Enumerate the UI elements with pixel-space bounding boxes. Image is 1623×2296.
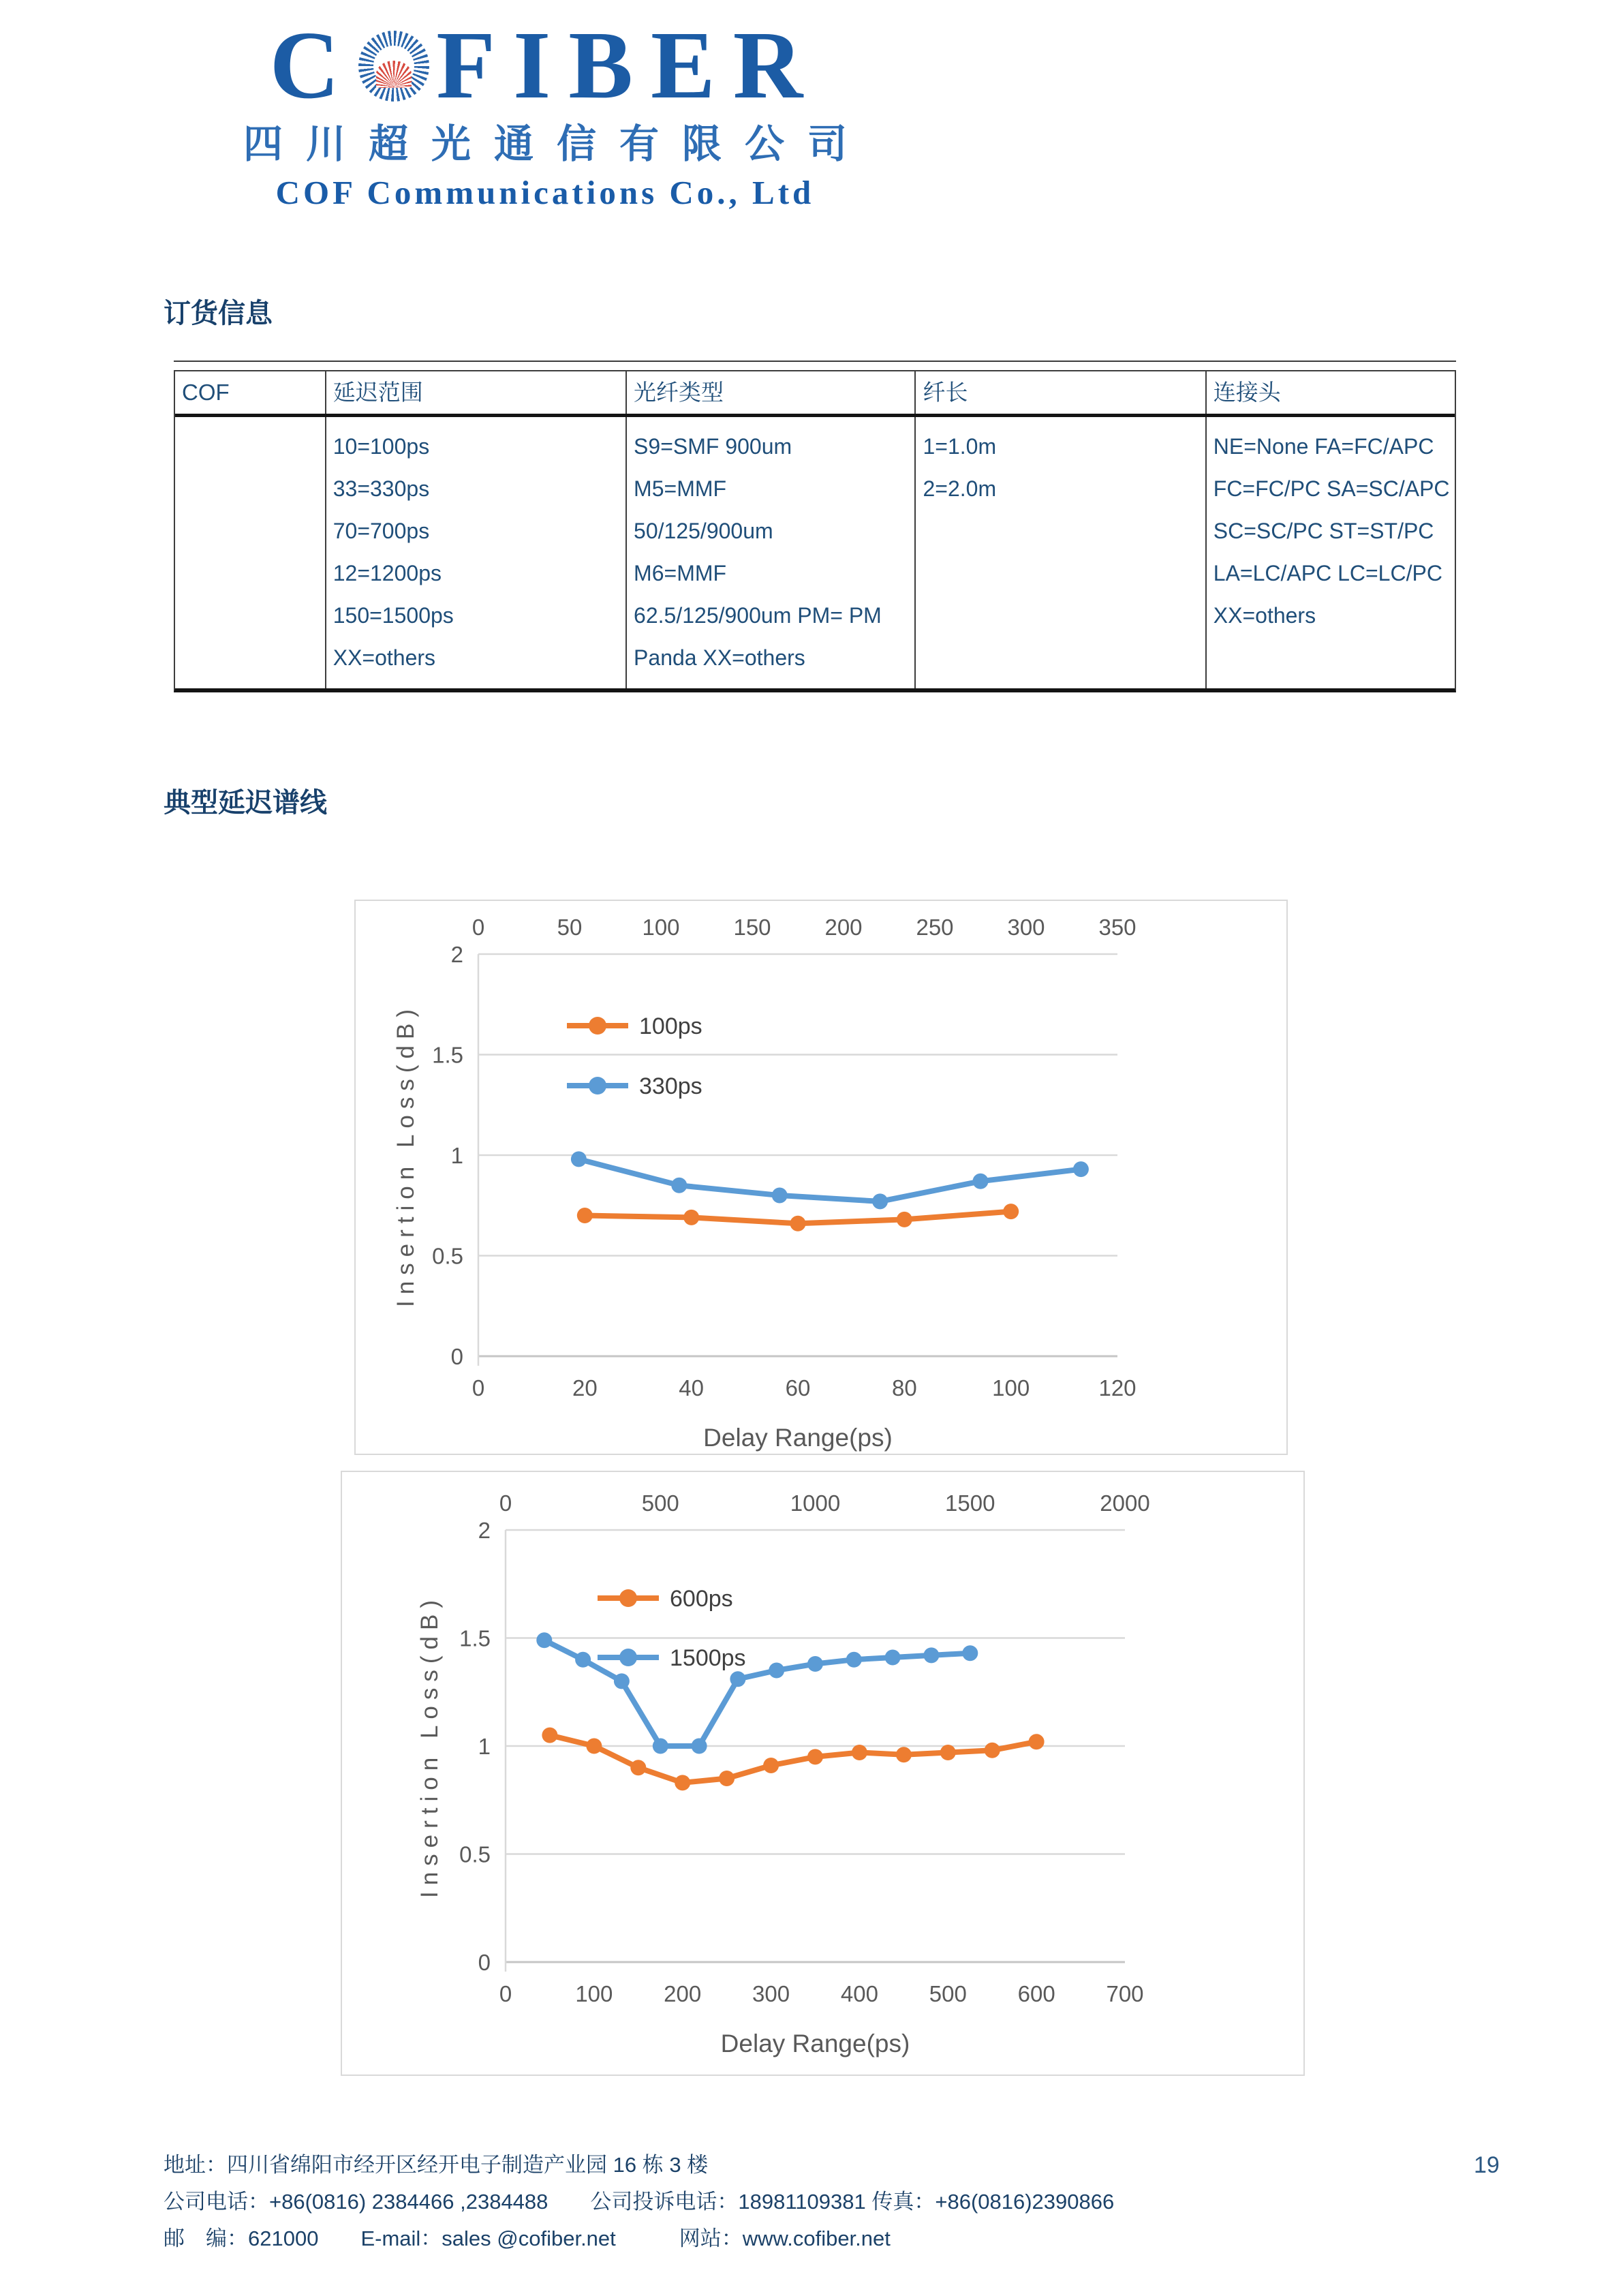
top-axis-ticks xyxy=(499,1490,1150,1516)
data-point xyxy=(1029,1734,1045,1749)
data-point xyxy=(885,1650,901,1666)
order-option: 12=1200ps xyxy=(333,561,442,585)
svg-text:2000: 2000 xyxy=(1100,1490,1150,1516)
order-option: 2=2.0m xyxy=(923,476,997,501)
data-point xyxy=(653,1739,668,1754)
svg-text:0.5: 0.5 xyxy=(432,1243,463,1269)
svg-text:0: 0 xyxy=(450,1344,463,1369)
svg-text:600: 600 xyxy=(1017,1981,1055,2006)
chart2-svg xyxy=(342,1472,1303,2075)
order-option: M5=MMF xyxy=(634,476,727,501)
order-table-header-1: 延迟范围 xyxy=(325,371,625,414)
cofiber-logo xyxy=(198,11,893,212)
order-option: XX=others xyxy=(333,645,436,670)
data-point xyxy=(671,1178,687,1193)
svg-text:250: 250 xyxy=(916,915,954,940)
svg-text:700: 700 xyxy=(1106,1981,1144,2006)
cofiber-sun-shell-icon xyxy=(358,31,429,102)
svg-text:120: 120 xyxy=(1098,1375,1137,1400)
svg-text:2: 2 xyxy=(450,942,463,967)
data-point xyxy=(807,1749,823,1764)
y-axis-title: Insertion Loss(dB) xyxy=(392,1002,419,1308)
data-point xyxy=(985,1743,1000,1758)
footer-address: 地址：四川省绵阳市经开区经开电子制造产业园 16 栋 3 楼 xyxy=(164,2153,709,2177)
delay-chart-600ps-1500ps xyxy=(341,1471,1305,2076)
chart1-svg xyxy=(356,901,1286,1454)
svg-text:500: 500 xyxy=(929,1981,967,2006)
bottom-axis-ticks xyxy=(499,1981,1144,2006)
ordering-table xyxy=(174,370,1456,692)
svg-text:0: 0 xyxy=(478,1950,491,1975)
data-point xyxy=(1073,1161,1089,1177)
data-point xyxy=(630,1760,646,1775)
order-table-cell-0 xyxy=(175,417,325,688)
data-point xyxy=(763,1758,779,1773)
svg-text:0: 0 xyxy=(472,915,485,940)
series-1500ps xyxy=(536,1632,978,1754)
svg-text:200: 200 xyxy=(664,1981,702,2006)
bottom-axis-ticks xyxy=(472,1375,1137,1400)
data-point xyxy=(571,1151,587,1167)
data-point xyxy=(542,1728,557,1743)
svg-text:400: 400 xyxy=(840,1981,878,2006)
legend xyxy=(567,1013,702,1099)
svg-text:100: 100 xyxy=(575,1981,613,2006)
svg-text:50: 50 xyxy=(557,915,583,940)
order-option: FC=FC/PC SA=SC/APC xyxy=(1213,476,1450,501)
svg-text:330ps: 330ps xyxy=(639,1073,702,1099)
svg-text:2: 2 xyxy=(478,1518,491,1543)
svg-text:80: 80 xyxy=(891,1375,917,1400)
svg-text:1: 1 xyxy=(450,1143,463,1168)
svg-text:60: 60 xyxy=(785,1375,811,1400)
legend-item-600ps xyxy=(598,1586,733,1612)
data-point xyxy=(719,1771,735,1786)
order-option: NE=None FA=FC/APC xyxy=(1213,434,1434,459)
data-point xyxy=(872,1193,888,1209)
legend-item-1500ps xyxy=(598,1645,746,1671)
order-table-cell-4 xyxy=(1205,417,1455,688)
shell-rays xyxy=(376,61,412,88)
svg-text:150: 150 xyxy=(733,915,771,940)
top-axis-ticks xyxy=(472,915,1137,940)
svg-text:0: 0 xyxy=(499,1490,512,1516)
order-table-cell-2 xyxy=(625,417,914,688)
svg-text:1500: 1500 xyxy=(945,1490,995,1516)
svg-text:1: 1 xyxy=(478,1734,491,1759)
data-point xyxy=(852,1745,867,1760)
order-option: 70=700ps xyxy=(333,519,430,543)
y-axis-title: Insertion Loss(dB) xyxy=(416,1593,443,1899)
data-point xyxy=(962,1645,978,1661)
svg-text:1.5: 1.5 xyxy=(432,1042,463,1068)
ordering-info-heading: 订货信息 xyxy=(164,299,273,328)
order-table-header-4: 连接头 xyxy=(1205,371,1455,414)
data-point xyxy=(692,1739,707,1754)
svg-text:20: 20 xyxy=(572,1375,598,1400)
order-option: XX=others xyxy=(1213,603,1316,628)
legend-item-330ps xyxy=(567,1073,702,1099)
brand-letters-fiber: FIBER xyxy=(436,11,821,119)
order-table-cell-1 xyxy=(325,417,625,688)
order-table-header-0: COF xyxy=(182,380,230,405)
data-point xyxy=(730,1671,745,1687)
order-option: Panda XX=others xyxy=(634,645,805,670)
data-point xyxy=(923,1647,939,1663)
svg-text:350: 350 xyxy=(1098,915,1137,940)
data-point xyxy=(897,1212,912,1227)
series-600ps xyxy=(542,1728,1044,1791)
series-330ps xyxy=(571,1151,1089,1209)
data-point xyxy=(807,1656,823,1672)
y-axis-ticks xyxy=(432,942,463,1369)
svg-text:100ps: 100ps xyxy=(639,1013,702,1039)
data-point xyxy=(973,1174,989,1189)
svg-text:0: 0 xyxy=(499,1981,512,2006)
svg-text:1000: 1000 xyxy=(790,1490,841,1516)
page-footer xyxy=(164,2147,1459,2257)
table-top-rule xyxy=(174,361,1456,362)
x-axis-title: Delay Range(ps) xyxy=(720,2030,910,2057)
data-point xyxy=(675,1775,690,1790)
svg-text:600ps: 600ps xyxy=(670,1586,733,1612)
svg-text:1.5: 1.5 xyxy=(459,1625,491,1651)
data-point xyxy=(586,1739,602,1754)
data-point xyxy=(846,1652,862,1668)
page-number: 19 xyxy=(1474,2152,1500,2178)
footer-postal-email-web: 邮 编：621000 E-mail：sales @cofiber.net 网站：www.cofiber.net xyxy=(164,2226,891,2250)
delay-chart-100ps-330ps xyxy=(354,900,1288,1455)
order-option: 1=1.0m xyxy=(923,434,997,459)
svg-text:100: 100 xyxy=(642,915,680,940)
order-option: 50/125/900um xyxy=(634,519,773,543)
order-table-cell-3 xyxy=(914,417,1205,688)
svg-text:300: 300 xyxy=(1007,915,1045,940)
series-100ps xyxy=(577,1204,1019,1231)
order-table-header-2: 光纤类型 xyxy=(625,371,914,414)
brand-letter-c: C xyxy=(269,11,358,119)
order-option: 33=330ps xyxy=(333,476,430,501)
order-option: LA=LC/APC LC=LC/PC xyxy=(1213,561,1442,585)
svg-text:40: 40 xyxy=(679,1375,705,1400)
svg-text:0.5: 0.5 xyxy=(459,1841,491,1867)
data-point xyxy=(772,1188,788,1204)
data-point xyxy=(683,1210,699,1225)
typical-delay-curves-heading: 典型延迟谱线 xyxy=(164,788,327,818)
company-name-english: COF Communications Co., Ltd xyxy=(275,174,815,211)
order-option: 10=100ps xyxy=(333,434,430,459)
data-point xyxy=(896,1747,912,1762)
brand-wordmark xyxy=(198,11,893,119)
data-point xyxy=(940,1745,956,1760)
order-option: S9=SMF 900um xyxy=(634,434,792,459)
data-point xyxy=(769,1663,784,1679)
data-point xyxy=(614,1673,630,1689)
order-option: 62.5/125/900um PM= PM xyxy=(634,603,882,628)
footer-phones: 公司电话：+86(0816) 2384466 ,2384488 公司投诉电话：18981109381 传真：+86(0816)2390866 xyxy=(164,2190,1115,2214)
y-axis-ticks xyxy=(459,1518,491,1975)
data-point xyxy=(536,1632,552,1648)
data-point xyxy=(577,1208,593,1223)
svg-text:0: 0 xyxy=(472,1375,485,1400)
svg-text:300: 300 xyxy=(752,1981,790,2006)
order-option: 150=1500ps xyxy=(333,603,454,628)
order-option: SC=SC/PC ST=ST/PC xyxy=(1213,519,1434,543)
svg-text:100: 100 xyxy=(992,1375,1030,1400)
order-table-header-3: 纤长 xyxy=(914,371,1205,414)
order-option: M6=MMF xyxy=(634,561,727,585)
data-point xyxy=(1003,1204,1019,1219)
data-point xyxy=(790,1216,806,1231)
data-point xyxy=(575,1652,591,1668)
svg-text:200: 200 xyxy=(824,915,863,940)
company-name-chinese: 四川超光通信有限公司 xyxy=(243,122,870,166)
svg-text:500: 500 xyxy=(641,1490,679,1516)
legend-item-100ps xyxy=(567,1013,702,1039)
sun-shell-inner xyxy=(373,46,414,87)
x-axis-title: Delay Range(ps) xyxy=(703,1424,893,1452)
legend xyxy=(598,1586,746,1671)
svg-text:1500ps: 1500ps xyxy=(670,1645,746,1671)
